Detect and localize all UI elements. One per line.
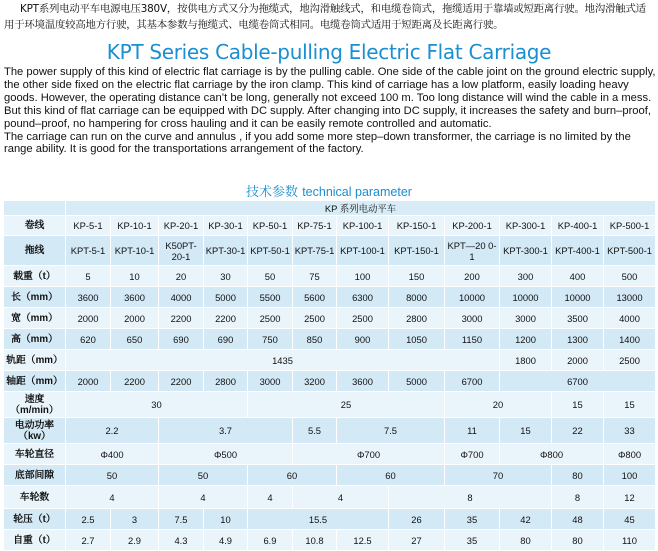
table-row bbox=[4, 418, 656, 444]
table-header-row bbox=[4, 201, 656, 216]
table-cell: KP-200-1 bbox=[445, 216, 500, 236]
table-cell: KP-50-1 bbox=[248, 216, 293, 236]
row-label: 宽（mm） bbox=[4, 308, 66, 329]
table-cell: KP-300-1 bbox=[500, 216, 552, 236]
table-cell: 4 bbox=[248, 486, 293, 509]
row-label: 车轮数 bbox=[4, 486, 66, 509]
table-cell: 750 bbox=[248, 329, 293, 350]
table-cell: KPT-300-1 bbox=[500, 236, 552, 266]
table-cell: 6.9 bbox=[248, 530, 293, 551]
table-cell: 10 bbox=[204, 509, 248, 530]
description-paragraph-2: The carriage can run on the curve and annulus , if you add some more step–down transformer, the carriage is no limited by the range ability. It is good for the transportations arrangement of the factory. bbox=[4, 130, 631, 156]
table-cell: 5000 bbox=[389, 371, 445, 392]
table-cell: 3000 bbox=[445, 308, 500, 329]
table-cell: Φ700 bbox=[445, 444, 500, 465]
table-cell: 15 bbox=[552, 392, 604, 418]
table-cell: KP-400-1 bbox=[552, 216, 604, 236]
row-label: 轨距（mm） bbox=[4, 350, 66, 371]
table-cell: 25 bbox=[248, 392, 445, 418]
table-cell: 3600 bbox=[66, 287, 111, 308]
table-cell: 5600 bbox=[293, 287, 337, 308]
table-cell: 4.3 bbox=[159, 530, 204, 551]
table-cell: 8 bbox=[389, 486, 552, 509]
table-row bbox=[4, 371, 656, 392]
table-cell: 20 bbox=[159, 266, 204, 287]
table-row bbox=[4, 216, 656, 236]
table-cell: 15 bbox=[500, 418, 552, 444]
table-cell: 4.9 bbox=[204, 530, 248, 551]
table-cell: KPT-5-1 bbox=[66, 236, 111, 266]
table-cell: 3000 bbox=[248, 371, 293, 392]
table-cell: 2500 bbox=[337, 308, 389, 329]
table-cell: 3 bbox=[111, 509, 159, 530]
table-cell: 1150 bbox=[445, 329, 500, 350]
table-cell: KP-10-1 bbox=[111, 216, 159, 236]
row-label: 长（mm） bbox=[4, 287, 66, 308]
row-label: 车轮直径 bbox=[4, 444, 66, 465]
row-label: 拖线 bbox=[4, 236, 66, 266]
table-cell: 33 bbox=[604, 418, 656, 444]
table-cell: 50 bbox=[66, 465, 159, 486]
table-cell: 1435 bbox=[66, 350, 500, 371]
table-cell: KPT-500-1 bbox=[604, 236, 656, 266]
table-cell: 300 bbox=[500, 266, 552, 287]
table-cell: 80 bbox=[500, 530, 552, 551]
table-row bbox=[4, 266, 656, 287]
table-cell: 100 bbox=[604, 465, 656, 486]
table-cell: 2.2 bbox=[66, 418, 159, 444]
table-cell: KP-150-1 bbox=[389, 216, 445, 236]
table-cell: KP-500-1 bbox=[604, 216, 656, 236]
row-label: 轮压（t） bbox=[4, 509, 66, 530]
table-cell: 100 bbox=[337, 266, 389, 287]
table-cell: 2500 bbox=[248, 308, 293, 329]
table-cell: Φ800 bbox=[604, 444, 656, 465]
table-cell: 5500 bbox=[248, 287, 293, 308]
table-cell: 690 bbox=[204, 329, 248, 350]
table-cell: 2000 bbox=[66, 308, 111, 329]
table-cell: 6300 bbox=[337, 287, 389, 308]
table-cell: KPT—20 0-1 bbox=[445, 236, 500, 266]
table-cell: 8 bbox=[552, 486, 604, 509]
table-cell: 75 bbox=[293, 266, 337, 287]
table-cell: 30 bbox=[66, 392, 248, 418]
table-cell: 10.8 bbox=[293, 530, 337, 551]
row-label: 高（mm） bbox=[4, 329, 66, 350]
section-heading-en: technical parameter bbox=[302, 185, 412, 199]
table-cell: 200 bbox=[445, 266, 500, 287]
table-cell: K50PT-20-1 bbox=[159, 236, 204, 266]
table-cell: 4 bbox=[159, 486, 248, 509]
table-cell: 4 bbox=[66, 486, 159, 509]
table-cell: 50 bbox=[248, 266, 293, 287]
table-row bbox=[4, 486, 656, 509]
table-cell: 45 bbox=[604, 509, 656, 530]
table-cell: 22 bbox=[552, 418, 604, 444]
table-cell: 1050 bbox=[389, 329, 445, 350]
table-cell: 48 bbox=[552, 509, 604, 530]
table-cell: 4000 bbox=[604, 308, 656, 329]
row-label: 速度（m/min） bbox=[4, 392, 66, 418]
table-row bbox=[4, 287, 656, 308]
table-cell: 70 bbox=[445, 465, 552, 486]
table-cell: KP-100-1 bbox=[337, 216, 389, 236]
table-cell: 2800 bbox=[204, 371, 248, 392]
table-cell: 1200 bbox=[500, 329, 552, 350]
table-cell: KPT-10-1 bbox=[111, 236, 159, 266]
table-cell: 3600 bbox=[337, 371, 389, 392]
table-cell: 80 bbox=[552, 530, 604, 551]
table-cell: 12 bbox=[604, 486, 656, 509]
table-cell: 2.9 bbox=[111, 530, 159, 551]
table-cell: 650 bbox=[111, 329, 159, 350]
row-label: 底部间隙 bbox=[4, 465, 66, 486]
description-paragraph-1: The power supply of this kind of electric flat carriage is by the pulling cable. One side of the cable joint on the ground electric supply, the other side fixed on the electric flat carriage by the iron clamp. This kind of carriage has a low platform, easily loading heavy goods. However, the operating distance can’t be long, generally not exceed 100 m. Too long distance will wind the cable in a mess. But this kind of flat carriage can be equipped with DC supply. After changing into DC supply, it increases the safety and burn–proof, pound–proof, no hampering for cross hauling and it can be easily remote controlled and automatic. bbox=[4, 66, 656, 130]
table-cell: 50 bbox=[159, 465, 248, 486]
table-cell: 15 bbox=[604, 392, 656, 418]
chinese-intro-paragraph: KPT系列电动平车电源电压380V，按供电方式又分为拖缆式，地沟滑触线式，和电缆卷筒式，拖缆适用于靠墙或短距离行驶。地沟滑触式适用于环境温度较高地方行驶，其基本参数与拖缆式、电缆卷筒式相同。电缆卷筒式适用于短距离及长距离行驶。 bbox=[4, 3, 646, 31]
row-label: 载重（t） bbox=[4, 266, 66, 287]
table-cell: 5000 bbox=[204, 287, 248, 308]
english-description bbox=[4, 66, 656, 156]
table-cell: 3200 bbox=[293, 371, 337, 392]
table-cell: Φ700 bbox=[293, 444, 445, 465]
table-cell: 6700 bbox=[500, 371, 656, 392]
table-cell: 27 bbox=[389, 530, 445, 551]
table-cell: 2200 bbox=[159, 371, 204, 392]
table-cell: 620 bbox=[66, 329, 111, 350]
table-cell: 2200 bbox=[204, 308, 248, 329]
table-cell: 3500 bbox=[552, 308, 604, 329]
table-cell: 13000 bbox=[604, 287, 656, 308]
table-cell: KP-30-1 bbox=[204, 216, 248, 236]
table-row bbox=[4, 509, 656, 530]
table-cell: 15.5 bbox=[248, 509, 389, 530]
row-label: 卷线 bbox=[4, 216, 66, 236]
section-heading-cn: 技术参数 bbox=[246, 185, 299, 200]
row-label: 轴距（mm） bbox=[4, 371, 66, 392]
table-cell: 60 bbox=[337, 465, 445, 486]
table-cell: 7.5 bbox=[159, 509, 204, 530]
table-cell: 2.7 bbox=[66, 530, 111, 551]
table-cell: 10000 bbox=[500, 287, 552, 308]
table-cell: 2500 bbox=[604, 350, 656, 371]
series-title: KP 系列电动平车 bbox=[66, 201, 656, 216]
table-cell: KP-5-1 bbox=[66, 216, 111, 236]
table-cell: KPT-100-1 bbox=[337, 236, 389, 266]
table-cell: KPT-150-1 bbox=[389, 236, 445, 266]
table-row bbox=[4, 308, 656, 329]
table-cell: KP-75-1 bbox=[293, 216, 337, 236]
table-cell: 35 bbox=[445, 530, 500, 551]
table-cell: 11 bbox=[445, 418, 500, 444]
table-row bbox=[4, 444, 656, 465]
table-cell: 2000 bbox=[552, 350, 604, 371]
table-cell: KPT-50-1 bbox=[248, 236, 293, 266]
table-cell: 20 bbox=[445, 392, 552, 418]
table-cell: 2.5 bbox=[66, 509, 111, 530]
table-cell: 10 bbox=[111, 266, 159, 287]
table-row bbox=[4, 530, 656, 551]
table-cell: 7.5 bbox=[337, 418, 445, 444]
table-cell: 5.5 bbox=[293, 418, 337, 444]
table-cell: Φ500 bbox=[159, 444, 293, 465]
table-cell: 8000 bbox=[389, 287, 445, 308]
table-cell: 400 bbox=[552, 266, 604, 287]
table-cell: 10000 bbox=[552, 287, 604, 308]
table-cell: 3600 bbox=[111, 287, 159, 308]
table-row bbox=[4, 350, 656, 371]
table-cell: 12.5 bbox=[337, 530, 389, 551]
row-label: 电动功率（kw） bbox=[4, 418, 66, 444]
table-cell: 850 bbox=[293, 329, 337, 350]
document-title: KPT Series Cable-pulling Electric Flat Carriage bbox=[106, 40, 552, 64]
row-label: 自重（t） bbox=[4, 530, 66, 551]
table-cell: 2200 bbox=[159, 308, 204, 329]
table-corner-cell bbox=[4, 201, 66, 216]
table-cell: 1400 bbox=[604, 329, 656, 350]
table-cell: 2000 bbox=[111, 308, 159, 329]
section-heading bbox=[0, 181, 658, 200]
table-cell: 2000 bbox=[66, 371, 111, 392]
table-cell: 690 bbox=[159, 329, 204, 350]
table-cell: 1300 bbox=[552, 329, 604, 350]
table-cell: KPT-30-1 bbox=[204, 236, 248, 266]
table-cell: 3000 bbox=[500, 308, 552, 329]
table-cell: 2800 bbox=[389, 308, 445, 329]
table-cell: 1800 bbox=[500, 350, 552, 371]
table-cell: 2200 bbox=[111, 371, 159, 392]
table-row bbox=[4, 236, 656, 266]
table-cell: 26 bbox=[389, 509, 445, 530]
table-cell: 10000 bbox=[445, 287, 500, 308]
table-cell: 500 bbox=[604, 266, 656, 287]
technical-parameter-table bbox=[3, 200, 656, 551]
table-cell: 2500 bbox=[293, 308, 337, 329]
table-cell: Φ400 bbox=[66, 444, 159, 465]
table-row bbox=[4, 329, 656, 350]
table-cell: 42 bbox=[500, 509, 552, 530]
table-cell: 110 bbox=[604, 530, 656, 551]
table-row bbox=[4, 465, 656, 486]
table-cell: 3.7 bbox=[159, 418, 293, 444]
table-cell: 4000 bbox=[159, 287, 204, 308]
table-row bbox=[4, 392, 656, 418]
table-cell: Φ800 bbox=[500, 444, 604, 465]
table-cell: 900 bbox=[337, 329, 389, 350]
table-cell: 35 bbox=[445, 509, 500, 530]
table-cell: KPT-400-1 bbox=[552, 236, 604, 266]
table-cell: KP-20-1 bbox=[159, 216, 204, 236]
table-cell: 150 bbox=[389, 266, 445, 287]
table-cell: 6700 bbox=[445, 371, 500, 392]
table-cell: 5 bbox=[66, 266, 111, 287]
table-cell: KPT-75-1 bbox=[293, 236, 337, 266]
table-cell: 60 bbox=[248, 465, 337, 486]
table-cell: 80 bbox=[552, 465, 604, 486]
table-cell: 4 bbox=[293, 486, 389, 509]
table-cell: 30 bbox=[204, 266, 248, 287]
